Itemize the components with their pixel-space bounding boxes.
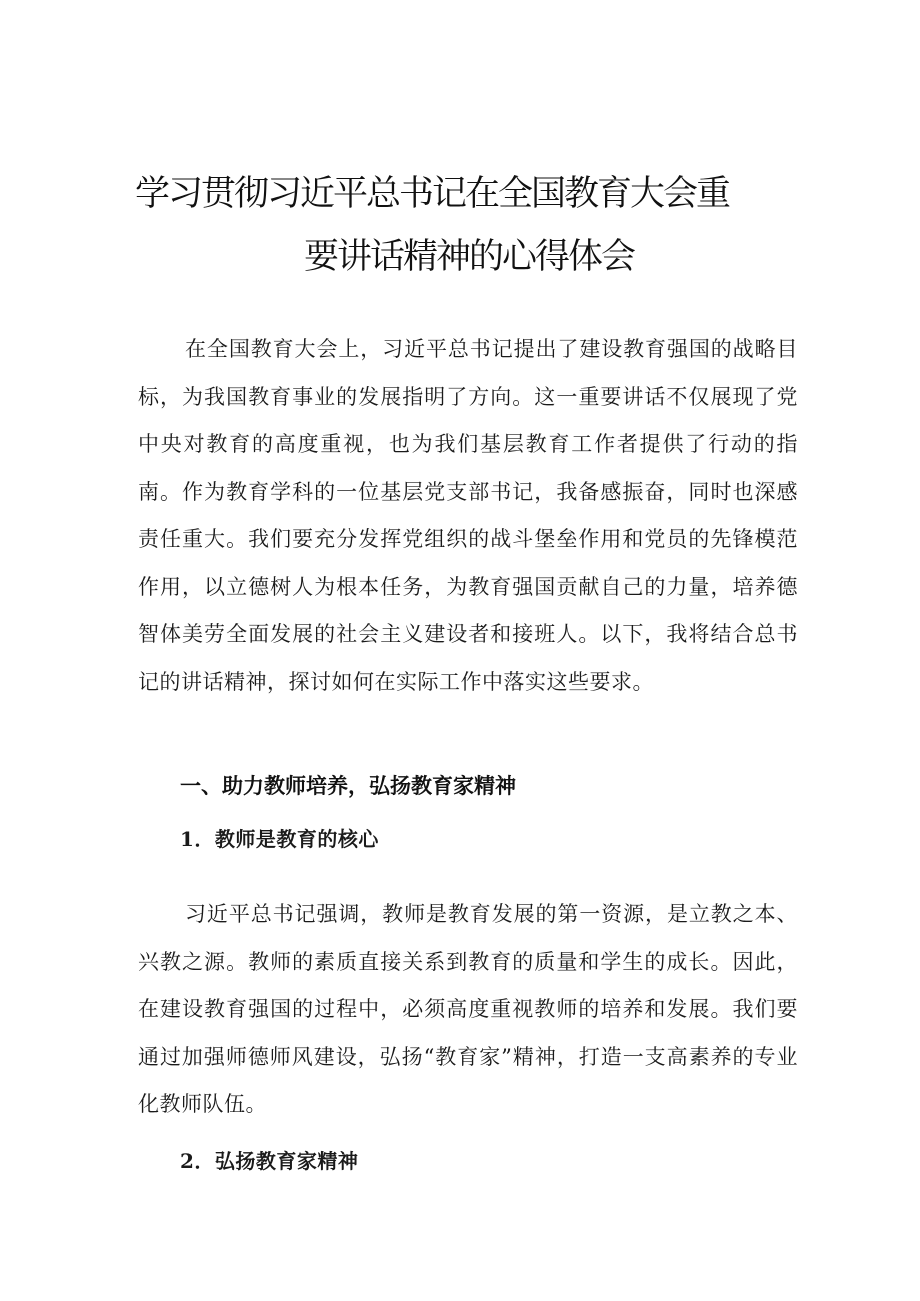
intro-paragraph: 在全国教育大会上，习近平总书记提出了建设教育强国的战略目标，为我国教育事业的发展指明了方向。这一重要讲话不仅展现了党中央对教育的高度重视，也为我们基层教育工作者提供了行动的指南。作为教育学科的一位基层党支部书记，我备感振奋，同时也深感责任重大。我们要充分发挥党组织的战斗堡垒作用和党员的先锋模范作用，以立德树人为根本任务，为教育强国贡献自己的力量，培养德智体美劳全面发展的社会主义建设者和接班人。以下，我将结合总书记的讲话精神，探讨如何在实际工作中落实这些要求。 (138, 337, 798, 694)
subsection-1-paragraph: 习近平总书记强调，教师是教育发展的第一资源，是立教之本、兴教之源。教师的素质直接关系到教育的质量和学生的成长。因此，在建设教育强国的过程中，必须高度重视教师的培养和发展。我们要通过加强师德师风建设，弘扬“教育家”精神，打造一支高素养的专业化教师队伍。 (138, 902, 798, 1116)
document-title-line-1: 学习贯彻习近平总书记在全国教育大会重 (135, 174, 730, 214)
subsection-1-heading: 1．教师是教育的核心 (180, 827, 379, 851)
document-title-line-2: 要讲话精神的心得体会 (304, 237, 635, 277)
subsection-2-heading: 2．弘扬教育家精神 (180, 1149, 359, 1173)
section-1-heading: 一、助力教师培养，弘扬教育家精神 (180, 774, 516, 798)
